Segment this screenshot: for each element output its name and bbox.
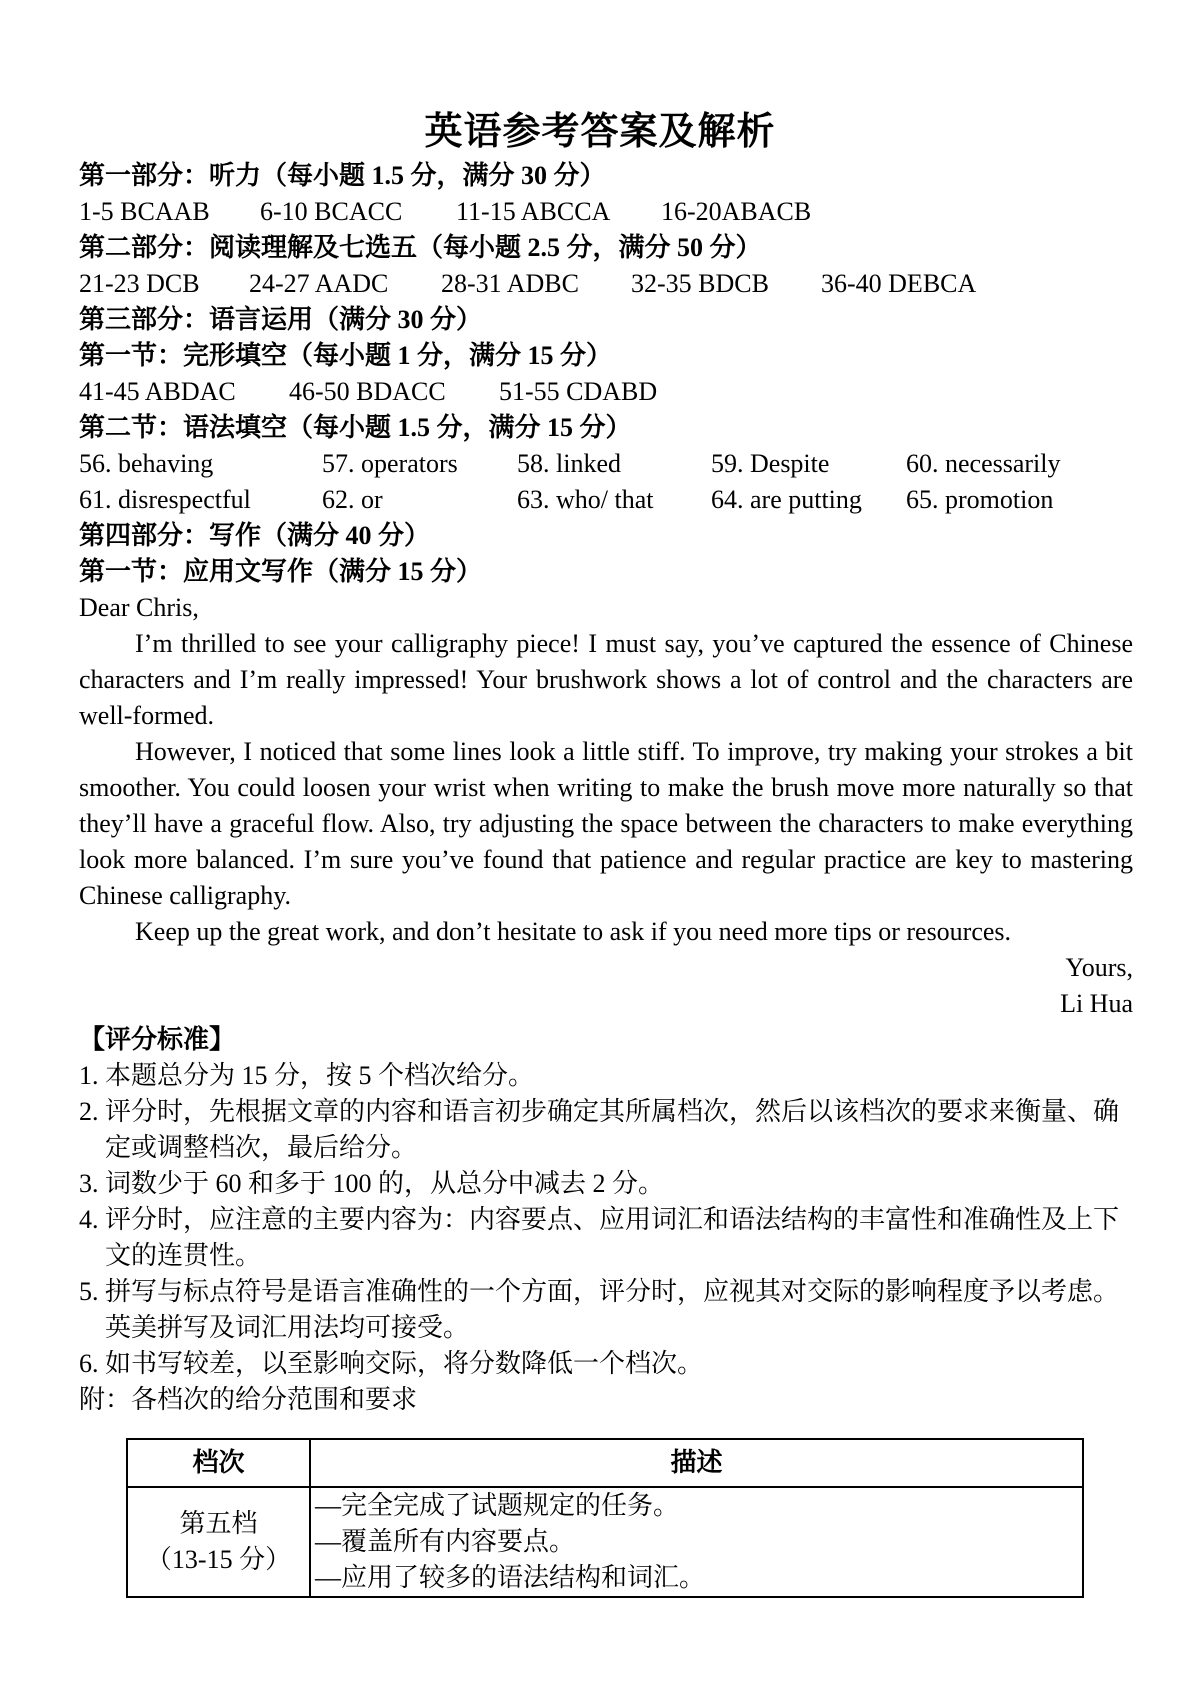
grammar-answer: 60. necessarily <box>906 449 1061 478</box>
part3-heading: 第三部分：语言运用（满分 30 分） <box>79 305 483 334</box>
criteria-text: 评分时，应注意的主要内容为：内容要点、应用词汇和语法结构的丰富性和准确性及上下文的连贯性。 <box>105 1205 1120 1270</box>
grammar-answer: 64. are putting <box>711 485 862 514</box>
criteria-item <box>79 1202 1133 1274</box>
letter-paragraph: I’m thrilled to see your calligraphy piece! I must say, you’ve captured the essence of Chinese characters and I’m really impressed! Your brushwork shows a lot of control and the characters are well-formed. <box>79 629 1133 730</box>
table-row <box>127 1487 1083 1597</box>
answer-group: 1-5 BCAAB <box>79 197 210 226</box>
answer-group: 51-55 CDABD <box>499 377 658 406</box>
grammar-answer: 63. who/ that <box>517 485 654 514</box>
grade-description: —完全完成了试题规定的任务。 <box>315 1491 680 1520</box>
criteria-number: 3. <box>79 1169 99 1198</box>
answer-group: 11-15 ABCCA <box>456 197 611 226</box>
grammar-answer: 56. behaving <box>79 449 214 478</box>
part3-section2-heading: 第二节：语法填空（每小题 1.5 分，满分 15 分） <box>79 413 632 442</box>
answer-group: 36-40 DEBCA <box>821 269 977 298</box>
criteria-item <box>79 1058 1133 1094</box>
grammar-answer: 59. Despite <box>711 449 830 478</box>
part1-heading: 第一部分：听力（每小题 1.5 分，满分 30 分） <box>79 161 606 190</box>
part3-section1-heading: 第一节：完形填空（每小题 1 分，满分 15 分） <box>79 341 613 370</box>
criteria-item <box>79 1094 1133 1166</box>
criteria-text: 评分时，先根据文章的内容和语言初步确定其所属档次，然后以该档次的要求来衡量、确定或调整档次，最后给分。 <box>105 1097 1120 1162</box>
criteria-number: 2. <box>79 1097 99 1126</box>
grade-description-cell <box>310 1487 1083 1597</box>
criteria-text: 如书写较差，以至影响交际，将分数降低一个档次。 <box>105 1349 704 1378</box>
grade-description: —应用了较多的语法结构和词汇。 <box>315 1563 706 1592</box>
letter-greeting: Dear Chris, <box>79 593 199 622</box>
criteria-heading: 【评分标准】 <box>79 1025 236 1054</box>
answer-group: 41-45 ABDAC <box>79 377 236 406</box>
answer-group: 21-23 DCB <box>79 269 200 298</box>
criteria-text: 拼写与标点符号是语言准确性的一个方面，评分时，应视其对交际的影响程度予以考虑。英美拼写及词汇用法均可接受。 <box>105 1277 1120 1342</box>
page-title: 英语参考答案及解析 <box>424 111 776 153</box>
criteria-text: 本题总分为 15 分，按 5 个档次给分。 <box>105 1061 535 1090</box>
answer-group: 46-50 BDACC <box>289 377 446 406</box>
table-header-description: 描述 <box>310 1439 1083 1487</box>
grammar-answer: 62. or <box>322 485 383 514</box>
part4-heading: 第四部分：写作（满分 40 分） <box>79 521 431 550</box>
answer-group: 16-20ABACB <box>661 197 812 226</box>
letter-paragraph: However, I noticed that some lines look a little stiff. To improve, try making your strokes a bit smoother. You could loosen your wrist when writing to make the brush move more naturally so that they’ll have a graceful flow. Also, try adjusting the space between the characters to make everything look more balanced. I’m sure you’ve found that patience and regular practice are key to mastering Chinese calligraphy. <box>79 737 1133 910</box>
answer-group: 24-27 AADC <box>249 269 389 298</box>
grammar-answer: 65. promotion <box>906 485 1054 514</box>
grade-level-cell <box>127 1487 310 1597</box>
grammar-answer: 58. linked <box>517 449 621 478</box>
grammar-answer: 57. operators <box>322 449 458 478</box>
grade-range: （13-15 分） <box>145 1545 292 1574</box>
letter-closing: Yours, <box>1065 953 1133 982</box>
letter-signature: Li Hua <box>1060 989 1133 1018</box>
part2-heading: 第二部分：阅读理解及七选五（每小题 2.5 分，满分 50 分） <box>79 233 762 262</box>
criteria-number: 5. <box>79 1277 99 1306</box>
criteria-number: 4. <box>79 1205 99 1234</box>
criteria-number: 1. <box>79 1061 99 1090</box>
answer-group: 32-35 BDCB <box>631 269 769 298</box>
criteria-text: 词数少于 60 和多于 100 的，从总分中减去 2 分。 <box>105 1169 665 1198</box>
criteria-number: 6. <box>79 1349 99 1378</box>
grade-level: 第五档 <box>179 1509 258 1538</box>
criteria-appendix: 附：各档次的给分范围和要求 <box>79 1385 418 1414</box>
grade-table <box>126 1438 1084 1598</box>
grade-description: —覆盖所有内容要点。 <box>315 1527 576 1556</box>
letter-paragraph: Keep up the great work, and don’t hesitate to ask if you need more tips or resources. <box>135 917 1012 946</box>
criteria-item <box>79 1166 1133 1202</box>
answer-group: 6-10 BCACC <box>260 197 403 226</box>
criteria-item <box>79 1274 1133 1346</box>
table-header-level: 档次 <box>127 1439 310 1487</box>
criteria-item <box>79 1346 1133 1382</box>
part4-section1-heading: 第一节：应用文写作（满分 15 分） <box>79 557 483 586</box>
table-header-row <box>127 1439 1083 1487</box>
grammar-answer: 61. disrespectful <box>79 485 251 514</box>
answer-group: 28-31 ADBC <box>441 269 579 298</box>
